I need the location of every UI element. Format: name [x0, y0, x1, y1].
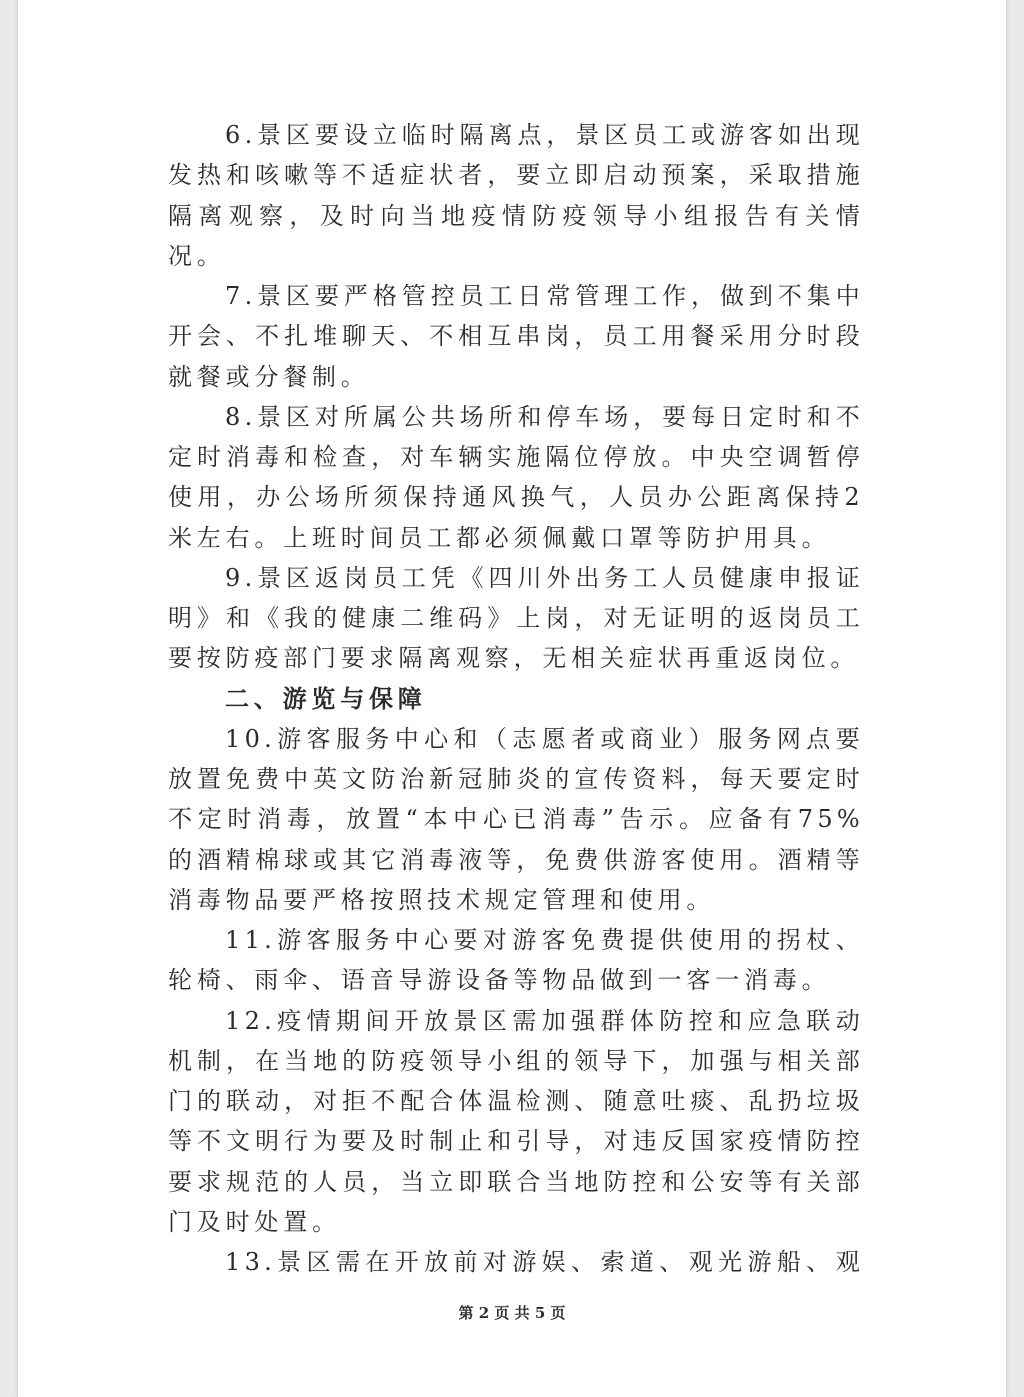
text-line: 使用，办公场所须保持通风换气，人员办公距离保持2 [168, 483, 864, 512]
clause-8 [168, 397, 864, 558]
text-line: 8.景区对所属公共场所和停车场，要每日定时和不 [225, 402, 864, 431]
text-line: 隔离观察，及时向当地疫情防疫领导小组报告有关情 [168, 201, 864, 230]
text-line: 11.游客服务中心要对游客免费提供使用的拐杖、 [225, 926, 864, 954]
text-line: 消毒物品要严格按照技术规定管理和使用。 [168, 885, 716, 914]
text-line: 等不文明行为要及时制止和引导，对违反国家疫情防控 [168, 1127, 864, 1156]
clause-12 [168, 1001, 864, 1243]
text-line: 况。 [168, 241, 226, 270]
text-line: 门的联动，对拒不配合体温检测、随意吐痰、乱扔垃圾 [168, 1087, 864, 1115]
section-heading: 二、游览与保障 [225, 683, 427, 713]
text-line: 7.景区要严格管控员工日常管理工作，做到不集中 [225, 282, 864, 310]
text-line: 米左右。上班时间员工都必须佩戴口罩等防护用具。 [168, 523, 831, 552]
page-indicator: 第 2 页 共 5 页 [458, 1304, 566, 1322]
text-line: 13.景区需在开放前对游娱、索道、观光游船、观 [225, 1248, 864, 1276]
text-line: 定时消毒和检查，对车辆实施隔位停放。中央空调暂停 [168, 443, 864, 471]
text-line: 要按防疫部门要求隔离观察，无相关症状再重返岗位。 [168, 644, 860, 673]
text-line: 机制，在当地的防疫领导小组的领导下，加强与相关部 [168, 1046, 864, 1075]
text-line: 不定时消毒，放置“本中心已消毒”告示。应备有75% [168, 805, 864, 834]
document-page [18, 0, 1006, 1397]
clause-13 [168, 1242, 864, 1282]
clause-7 [168, 276, 864, 397]
clause-9 [168, 558, 864, 679]
text-line: 要求规范的人员，当立即联合当地防控和公安等有关部 [168, 1167, 864, 1196]
text-line: 轮椅、雨伞、语音导游设备等物品做到一客一消毒。 [168, 966, 831, 995]
text-line: 门及时处置。 [168, 1207, 341, 1236]
document-body [168, 115, 864, 1282]
text-line: 明》和《我的健康二维码》上岗，对无证明的返岗员工 [168, 604, 864, 632]
text-line: 的酒精棉球或其它消毒液等，免费供游客使用。酒精等 [168, 845, 864, 874]
clause-11 [168, 920, 864, 1001]
text-line: 就餐或分餐制。 [168, 362, 370, 391]
text-line: 开会、不扎堆聊天、不相互串岗，员工用餐采用分时段 [168, 322, 864, 351]
text-line: 9.景区返岗员工凭《四川外出务工人员健康申报证 [225, 563, 864, 592]
text-line: 12.疫情期间开放景区需加强群体防控和应急联动 [225, 1006, 864, 1035]
text-line: 放置免费中英文防治新冠肺炎的宣传资料，每天要定时 [168, 765, 864, 793]
text-line: 6.景区要设立临时隔离点，景区员工或游客如出现 [225, 121, 864, 149]
text-line: 10.游客服务中心和（志愿者或商业）服务网点要 [225, 724, 864, 753]
text-line: 发热和咳嗽等不适症状者，要立即启动预案，采取措施 [168, 161, 864, 190]
clause-10 [168, 719, 864, 920]
clause-6 [168, 115, 864, 276]
